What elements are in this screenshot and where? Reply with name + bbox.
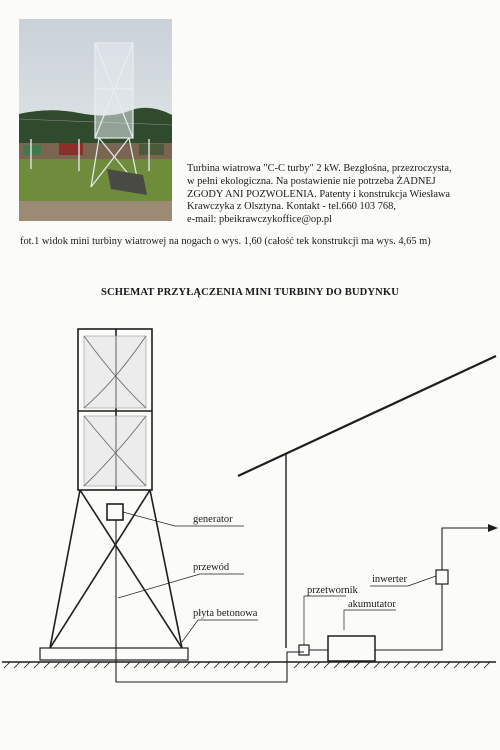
battery-box [328, 636, 375, 661]
wire [116, 520, 304, 682]
turbine-photo-drawing [19, 19, 172, 221]
label-przewod: przewód [193, 562, 230, 573]
inverter-box [436, 570, 448, 584]
photo-caption: fot.1 widok mini turbiny wiatrowej na nogach o wys. 1,60 (całość tek konstrukcji ma wys. 4,65 m) [20, 236, 431, 247]
schema-heading: SCHEMAT PRZYŁĄCZENIA MINI TURBINY DO BUDYNKU [100, 287, 400, 298]
label-plyta: płyta betonowa [193, 608, 258, 619]
turbine-photo [19, 19, 172, 221]
turbine-description [187, 163, 487, 227]
concrete-plate [40, 648, 188, 660]
label-generator: generator [193, 514, 233, 525]
output-line [442, 528, 488, 570]
label-inwerter: inwerter [372, 574, 407, 585]
label-akumutator: akumutator [348, 599, 396, 610]
label-przetwornik: przetwornik [307, 585, 358, 596]
arrow-icon [488, 524, 498, 532]
caption-line: w pełni ekologiczna. Na postawienie nie potrzeba ŻADNEJ [187, 175, 436, 187]
caption-line: Krawczyka z Olsztyna. Kontakt - tel.660 103 768, [187, 201, 396, 213]
caption-line: ZGODY ANI POZWOLENIA. Patenty i konstrukcja Wiesława [187, 188, 451, 200]
ground-hatching [4, 662, 490, 668]
building-roof [238, 356, 496, 476]
connection-diagram [0, 300, 500, 750]
converter-box [299, 645, 309, 655]
caption-line-email: e-mail: pbeikrawczykoffice@op.pl [187, 214, 332, 226]
caption-line: Turbina wiatrowa "C-C turby" 2 kW. Bezgłośna, przezroczysta, [187, 163, 452, 174]
generator-box [107, 504, 123, 520]
